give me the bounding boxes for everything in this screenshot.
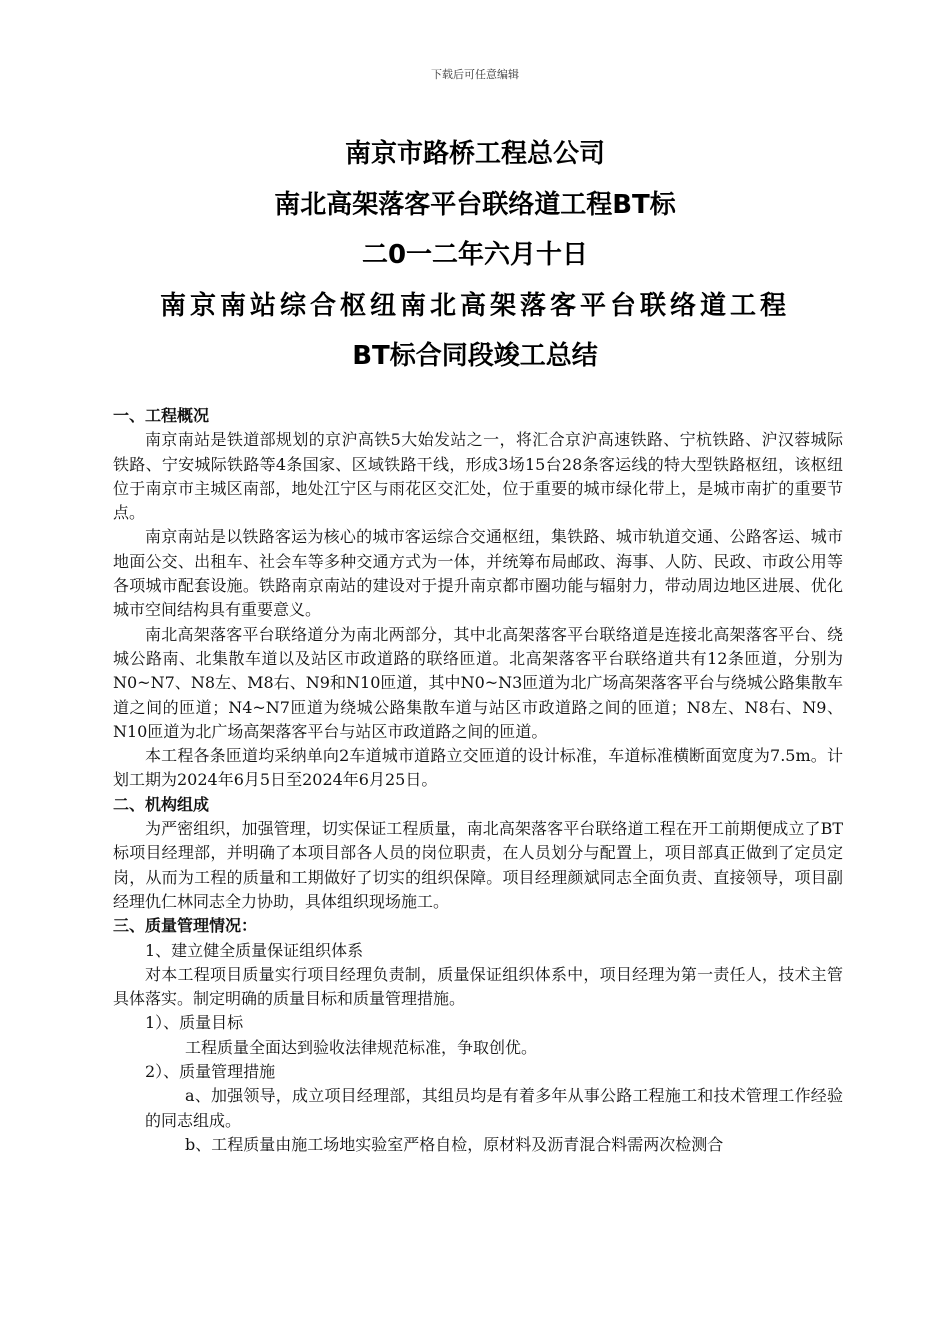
title-date: 二0一二年六月十日: [361, 240, 589, 270]
paragraph: 为严密组织，加强管理，切实保证工程质量，南北高架落客平台联络道工程在开工前期便成立了BT标项目经理部，并明确了本项目部各人员的岗位职责，在人员划分与配置上，项目部真正做到了定员定岗，从而为工程的质量和工期做好了切实的组织保障。项目经理颜斌同志全面负责、直接领导，项目副经理仇仁林同志全力协助，具体组织现场施工。: [113, 819, 843, 911]
title-project: 南北高架落客平台联络道工程BT标: [274, 190, 676, 220]
section-1-heading: 一、工程概况: [113, 406, 210, 425]
title-company: 南京市路桥工程总公司: [344, 139, 605, 169]
list-point: b、工程质量由施工场地实验室严格自检，原材料及沥青混合料需两次检测合: [185, 1134, 724, 1154]
section-2-heading: 二、机构组成: [113, 794, 210, 814]
paragraph: 对本工程项目质量实行项目经理负责制，质量保证组织体系中，项目经理为第一责任人，技术主管具体落实。制定明确的质量目标和质量管理措施。: [113, 964, 843, 1009]
list-item: 1、建立健全质量保证组织体系: [145, 940, 364, 960]
list-subitem-text: 工程质量全面达到验收法律规范标准，争取创优。: [185, 1037, 538, 1057]
list-subitem: 2）、质量管理措施: [145, 1062, 276, 1082]
section-3-heading: 三、质量管理情况：: [113, 916, 258, 936]
header-note: 下载后可任意编辑: [431, 68, 519, 81]
paragraph: 本工程各条匝道均采纳单向2车道城市道路立交匝道的设计标准，车道标准横断面宽度为7.5m。计划工期为2024年6月5日至2024年6月25日。: [113, 746, 843, 790]
document-body: [113, 404, 843, 1157]
list-point: a、加强领导，成立项目经理部，其组员均是有着多年从事公路工程施工和技术管理工作经验的同志组成。: [145, 1086, 843, 1130]
title-full-project: 南京南站综合枢纽南北高架落客平台联络道工程: [159, 291, 790, 321]
paragraph: 南京南站是以铁路客运为核心的城市客运综合交通枢纽，集铁路、城市轨道交通、公路客运、城市地面公交、出租车、社会车等多种交通方式为一体，并统筹布局邮政、海事、人防、民政、市政公用等各项城市配套设施。铁路南京南站的建设对于提升南京都市圈功能与辐射力，带动周边地区进展、优化城市空间结构具有重要意义。: [113, 527, 843, 620]
title-summary: BT标合同段竣工总结: [352, 341, 598, 371]
list-subitem: 1）、质量目标: [145, 1013, 244, 1033]
paragraph: 南京南站是铁道部规划的京沪高铁5大始发站之一，将汇合京沪高速铁路、宁杭铁路、沪汉蓉城际铁路、宁安城际铁路等4条国家、区域铁路干线，形成3场15台28条客运线的特大型铁路枢纽，该枢纽位于南京市主城区南部，地处江宁区与雨花区交汇处，位于重要的城市绿化带上，是城市南扩的重要节点。: [113, 430, 843, 523]
paragraph: 南北高架落客平台联络道分为南北两部分，其中北高架落客平台联络道是连接北高架落客平台、绕城公路南、北集散车道以及站区市政道路的联络匝道。北高架落客平台联络道共有12条匝道，分别为N0~N7、N8左、M8右、N9和N10匝道，其中N0~N3匝道为北广场高架落客平台与绕城公路集散车道之间的匝道；N4~N7匝道为绕城公路集散车道与站区市政道路之间的匝道；N8左、N8右、N9、N10匝道为北广场高架落客平台与站区市政道路之间的匝道。: [113, 624, 843, 741]
